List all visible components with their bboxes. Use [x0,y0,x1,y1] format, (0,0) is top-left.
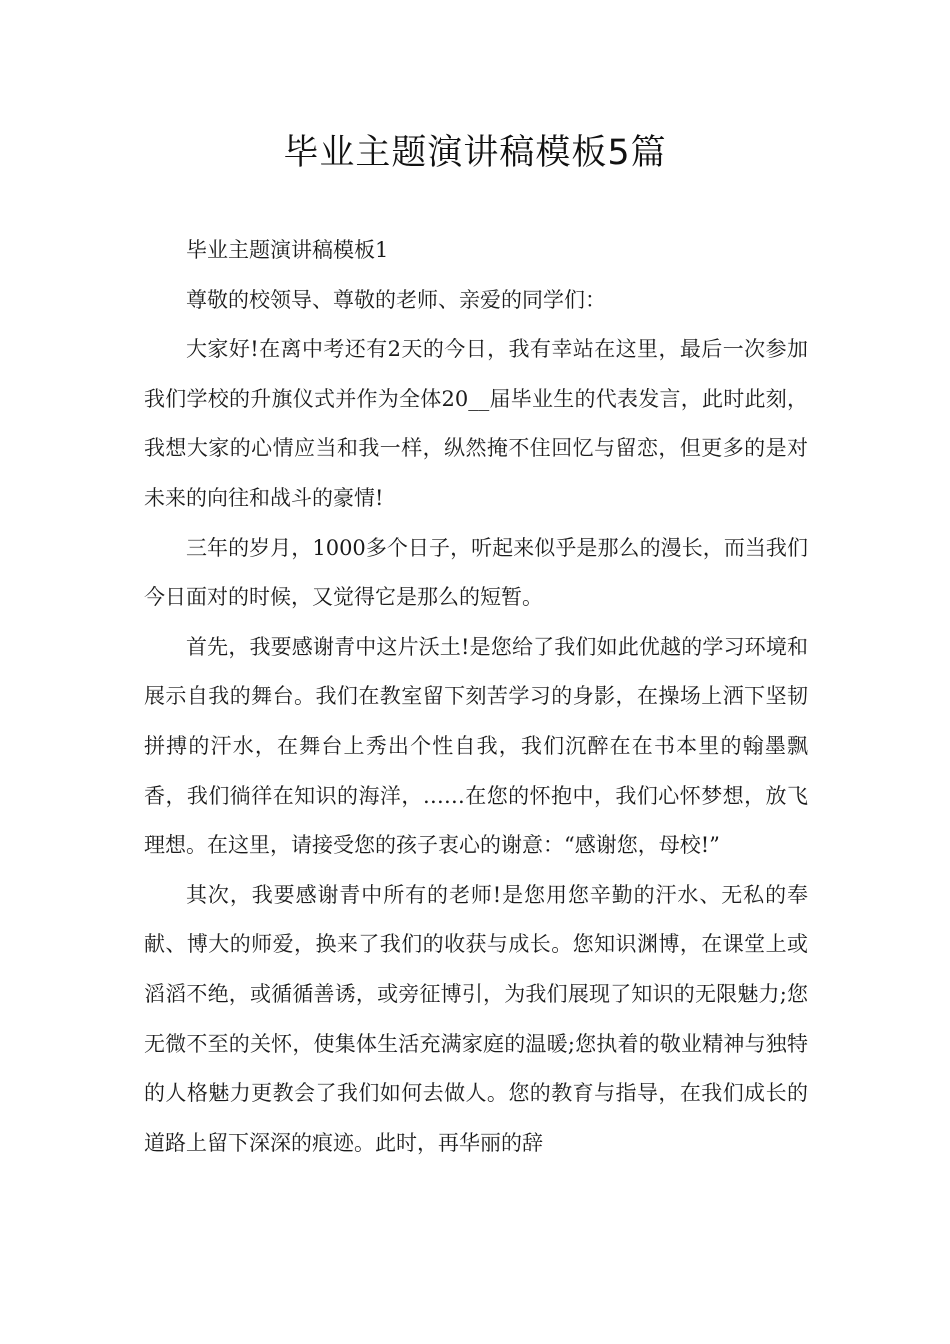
body-paragraph: 大家好!在离中考还有2天的今日，我有幸站在这里，最后一次参加我们学校的升旗仪式并作为全体20__届毕业生的代表发言，此时此刻，我想大家的心情应当和我一样，纵然掩不住回忆与留恋，但更多的是对未来的向往和战斗的豪情! [144,337,808,510]
document-title: 毕业主题演讲稿模板5篇 [283,133,667,173]
body-paragraph: 三年的岁月，1000多个日子，听起来似乎是那么的漫长，而当我们今日面对的时候，又觉得它是那么的短暂。 [144,535,808,610]
section-heading: 毕业主题演讲稿模板1 [186,238,389,262]
body-paragraph: 首先，我要感谢青中这片沃土!是您给了我们如此优越的学习环境和展示自我的舞台。我们在教室留下刻苦学习的身影，在操场上洒下坚韧拼搏的汗水，在舞台上秀出个性自我，我们沉醉在在书本里的翰墨飘香，我们徜徉在知识的海洋，……在您的怀抱中，我们心怀梦想，放飞理想。在这里，请接受您的孩子衷心的谢意：“感谢您，母校!” [144,634,808,858]
salutation-paragraph: 尊敬的校领导、尊敬的老师、亲爱的同学们： [186,287,606,312]
document-body [144,226,808,1168]
body-paragraph: 其次，我要感谢青中所有的老师!是您用您辛勤的汗水、无私的奉献、博大的师爱，换来了我们的收获与成长。您知识渊博，在课堂上或滔滔不绝，或循循善诱，或旁征博引，为我们展现了知识的无限魅力;您无微不至的关怀，使集体生活充满家庭的温暖;您执着的敬业精神与独特的人格魅力更教会了我们如何去做人。您的教育与指导，在我们成长的道路上留下深深的痕迹。此时，再华丽的辞 [144,882,808,1155]
